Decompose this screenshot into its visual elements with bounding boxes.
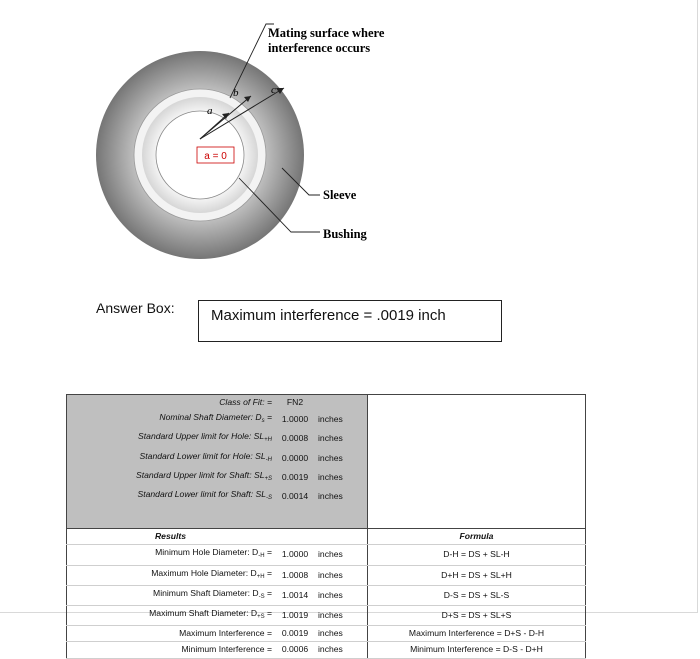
input-label: Standard Lower limit for Hole: $SL_{-H}$ bbox=[67, 449, 275, 468]
input-row bbox=[67, 410, 586, 429]
origin-label: a = 0 bbox=[204, 151, 227, 162]
input-value: 0.0000 bbox=[281, 452, 309, 463]
sleeve-label: Sleeve bbox=[323, 188, 357, 202]
result-label: Minimum Hole Diameter: $D_{-H}$ = bbox=[67, 545, 275, 565]
results-header-row bbox=[67, 529, 586, 545]
result-label: Minimum Shaft Diameter: $D_{-S}$ = bbox=[67, 585, 275, 605]
result-label: Maximum Hole Diameter: $D_{+H}$ = bbox=[67, 565, 275, 585]
result-value: 1.0000 bbox=[274, 545, 316, 565]
label-b: b bbox=[233, 87, 239, 99]
input-label: Standard Upper limit for Shaft: $SL_{+S}$ bbox=[67, 468, 275, 487]
input-unit: inches bbox=[318, 471, 343, 482]
result-row bbox=[67, 626, 586, 642]
result-formula: D-S = DS + SL-S bbox=[368, 585, 586, 605]
input-value: 0.0008 bbox=[281, 433, 309, 444]
result-value: 1.0014 bbox=[274, 585, 316, 605]
result-unit: inches bbox=[316, 565, 360, 585]
input-unit: inches bbox=[318, 491, 343, 502]
mating-surface-callout-line1: Mating surface where bbox=[268, 26, 385, 40]
input-label: Class of Fit: = bbox=[67, 395, 275, 411]
input-value: FN2 bbox=[274, 395, 316, 411]
input-row bbox=[67, 429, 586, 448]
result-label: Maximum Interference = bbox=[67, 626, 275, 642]
result-unit: inches bbox=[316, 585, 360, 605]
input-value: 1.0000 bbox=[281, 414, 309, 425]
result-formula: D+H = DS + SL+H bbox=[368, 565, 586, 585]
input-row bbox=[67, 468, 586, 487]
result-label: Maximum Shaft Diameter: $D_{+S}$ = bbox=[67, 606, 275, 626]
result-row bbox=[67, 565, 586, 585]
result-unit: inches bbox=[316, 642, 360, 658]
result-value: 1.0019 bbox=[274, 606, 316, 626]
result-row bbox=[67, 585, 586, 605]
input-row bbox=[67, 395, 586, 411]
input-unit: inches bbox=[318, 452, 343, 463]
results-header: Results bbox=[67, 529, 275, 545]
input-row bbox=[67, 449, 586, 468]
input-label: Standard Lower limit for Shaft: $SL_{-S}$ bbox=[67, 487, 275, 506]
result-formula: D+S = DS + SL+S bbox=[368, 606, 586, 626]
fit-calculation-table bbox=[66, 394, 586, 659]
result-formula: Maximum Interference = D+S - D-H bbox=[368, 626, 586, 642]
result-value: 0.0019 bbox=[274, 626, 316, 642]
result-value: 0.0006 bbox=[274, 642, 316, 658]
result-row bbox=[67, 545, 586, 565]
input-label: Nominal Shaft Diameter: $D_s$ = bbox=[67, 410, 275, 429]
result-unit: inches bbox=[316, 545, 360, 565]
input-unit: inches bbox=[318, 414, 343, 425]
interference-fit-diagram bbox=[0, 0, 700, 290]
input-unit bbox=[316, 395, 360, 411]
label-a: a bbox=[207, 105, 213, 117]
result-value: 1.0008 bbox=[274, 565, 316, 585]
result-formula: Minimum Interference = D-S - D+H bbox=[368, 642, 586, 658]
result-unit: inches bbox=[316, 606, 360, 626]
answer-box-label: Answer Box: bbox=[96, 300, 175, 316]
result-row bbox=[67, 642, 586, 658]
input-label: Standard Upper limit for Hole: $SL_{+H}$ bbox=[67, 429, 275, 448]
input-value: 0.0019 bbox=[281, 471, 309, 482]
input-row bbox=[67, 487, 586, 506]
answer-text: Maximum interference = .0019 inch bbox=[211, 307, 446, 324]
result-formula: D-H = DS + SL-H bbox=[368, 545, 586, 565]
label-c: c bbox=[271, 84, 276, 96]
result-unit: inches bbox=[316, 626, 360, 642]
input-value: 0.0014 bbox=[281, 491, 309, 502]
mating-surface-callout-line2: interference occurs bbox=[268, 41, 371, 55]
formula-header: Formula bbox=[368, 529, 586, 545]
bushing-label: Bushing bbox=[323, 227, 367, 241]
answer-box bbox=[198, 300, 502, 342]
result-label: Minimum Interference = bbox=[67, 642, 275, 658]
input-unit: inches bbox=[318, 433, 343, 444]
result-row bbox=[67, 606, 586, 626]
